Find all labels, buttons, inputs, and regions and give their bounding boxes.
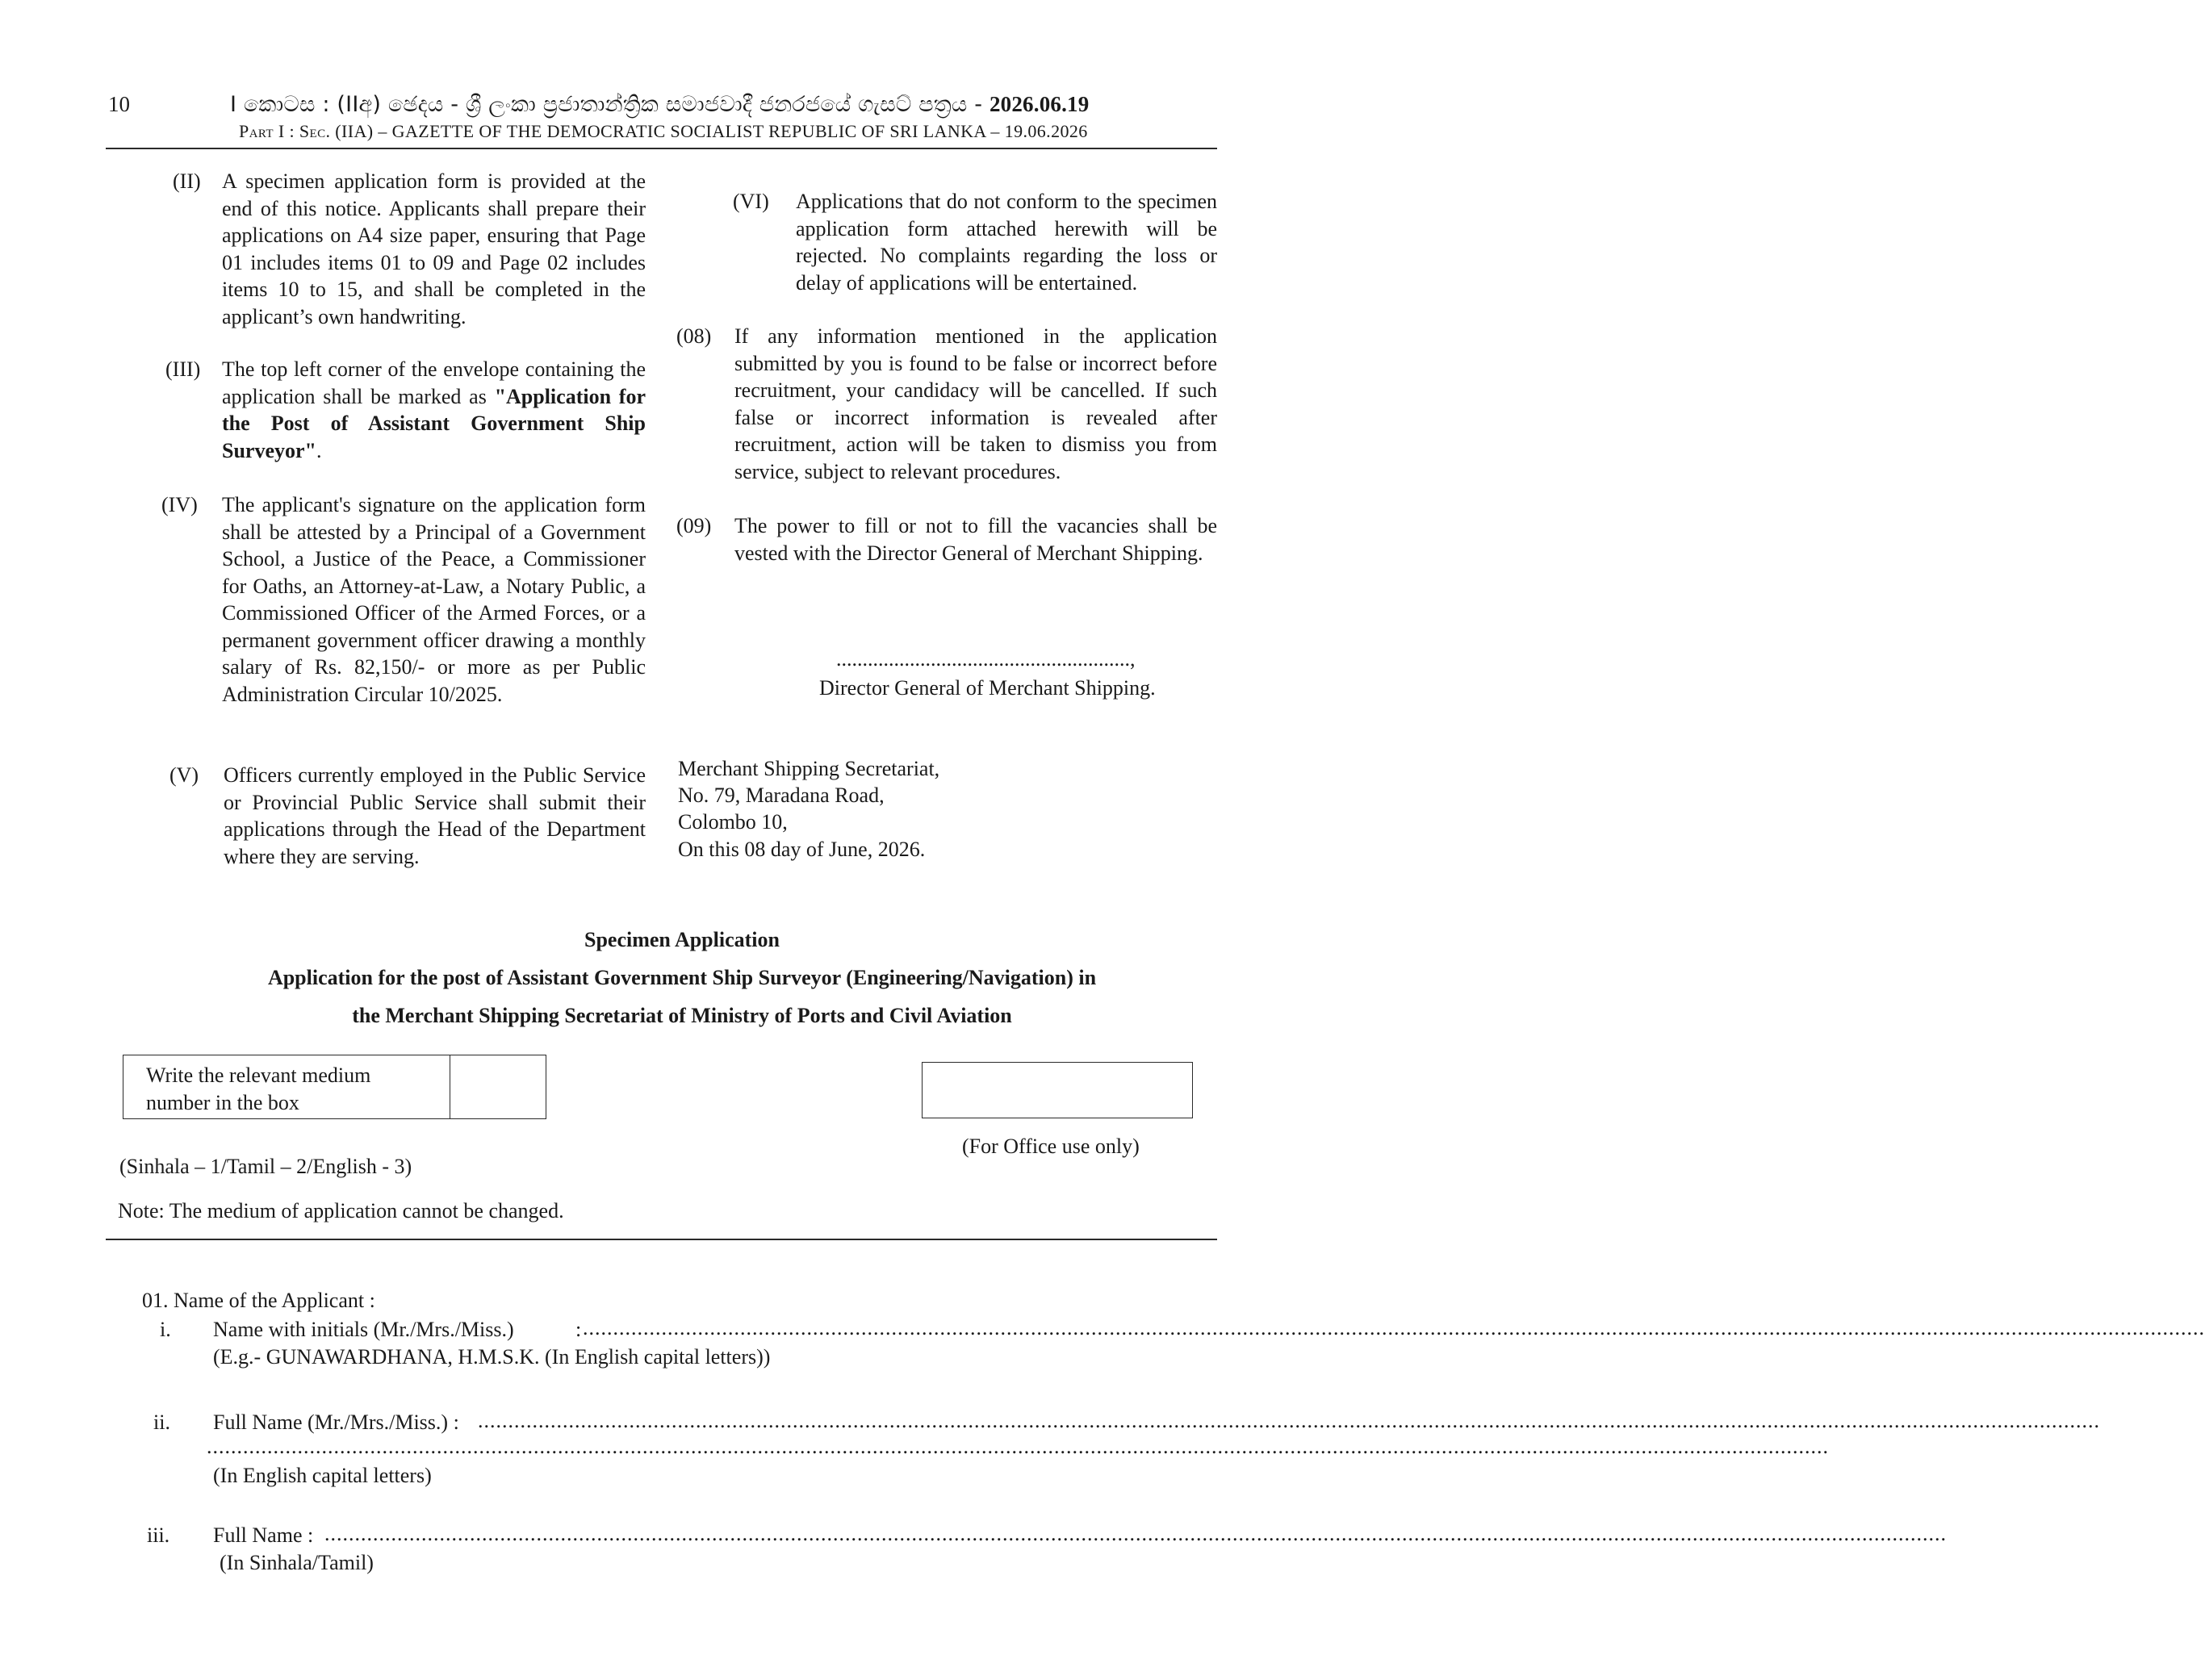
sec-label: Sec. xyxy=(299,121,331,141)
clause-text: The power to fill or not to fill the vacancies shall be vested with the Director General of Merchant Shipping. xyxy=(734,514,1217,565)
full-name-english-input-line-2[interactable]: ............................................................................................................................................................................................................................................................................ xyxy=(207,1435,1829,1458)
full-name-native-hint: (In Sinhala/Tamil) xyxy=(220,1551,374,1574)
name-with-initials-colon: : xyxy=(575,1318,582,1341)
clause-text: If any information mentioned in the application submitted by you is found to be false or incorrect before recruitment, your candidacy will be cancelled. If such false or incorrect information is revealed after recruitment, action will be taken to dismiss you from service, subject to relevant procedures. xyxy=(734,324,1217,483)
full-name-english-label: Full Name (Mr./Mrs./Miss.) : xyxy=(213,1410,459,1434)
clause-text-end: . xyxy=(316,438,322,462)
part-label: Part I xyxy=(239,121,285,141)
signature-line: ........................................................, xyxy=(836,647,1136,671)
english-header xyxy=(239,121,1088,142)
sinhala-date: 2026.06.19 xyxy=(989,92,1090,116)
question-01: 01. Name of the Applicant : xyxy=(142,1289,375,1312)
envelope-marking: "Application for the Post of Assistant Government Ship Surveyor" xyxy=(222,384,646,462)
specimen-heading: Specimen Application xyxy=(584,928,780,951)
full-name-native-label: Full Name : xyxy=(213,1523,314,1547)
clause-label: (II) xyxy=(173,169,201,193)
sinhala-title: I කොටස : (IIඅ) ඡෙදය - ශ්‍රී ලංකා ප්‍රජාතාන්ත්‍රික සමාජවාදී ජනරජයේ ගැසට් පත්‍රය - xyxy=(230,92,990,117)
clause-ii xyxy=(161,168,646,333)
clause-vi xyxy=(733,188,1217,301)
clause-08 xyxy=(676,323,1217,488)
clause-iv xyxy=(161,491,646,738)
full-name-native-input[interactable]: ............................................................................................................................................................................................................................................................................ xyxy=(324,1522,1947,1545)
clause-iii xyxy=(161,356,646,469)
specimen-title-line-1: Application for the post of Assistant Government Ship Surveyor (Engineering/Navigation) in xyxy=(267,966,1097,989)
sinhala-header xyxy=(230,92,1089,118)
clause-label: (IV) xyxy=(161,493,198,516)
header-rule xyxy=(106,148,1217,149)
field-i-number: i. xyxy=(160,1318,171,1341)
clause-label: (III) xyxy=(165,357,201,381)
name-with-initials-hint: (E.g.- GUNAWARDHANA, H.M.S.K. (In English capital letters)) xyxy=(213,1345,771,1369)
specimen-title-line-2: the Merchant Shipping Secretariat of Ministry of Ports and Civil Aviation xyxy=(352,1004,1012,1027)
clause-v xyxy=(161,762,646,875)
clause-text: Applications that do not conform to the specimen application form attached herewith will be rejected. No complaints regarding the loss or delay of applications will be entertained. xyxy=(796,190,1217,295)
clause-text xyxy=(222,356,646,464)
signatory: Director General of Merchant Shipping. xyxy=(819,676,1156,700)
clause-text: A specimen application form is provided at the end of this notice. Applicants shall prepare their applications on A4 size paper, ensuring that Page 01 includes items 01 to 09 and Page 02 includes items 10 to 15, and shall be completed in the applicant’s own handwriting. xyxy=(222,169,646,328)
address-line-3: Colombo 10, xyxy=(678,810,788,834)
medium-box-line-2: number in the box xyxy=(146,1091,299,1114)
field-iii-number: iii. xyxy=(147,1523,170,1547)
clause-label: (08) xyxy=(676,324,712,348)
clause-text-part: The top left corner of the envelope containing the application shall be marked as xyxy=(222,357,646,408)
header-colon: : xyxy=(284,121,299,141)
office-use-box xyxy=(922,1062,1193,1118)
office-use-label: (For Office use only) xyxy=(962,1135,1140,1158)
date-line: On this 08 day of June, 2026. xyxy=(678,838,926,861)
name-with-initials-input[interactable]: ............................................................................................................................................................................................................................................................................ xyxy=(583,1316,2205,1339)
clause-text: The applicant's signature on the application form shall be attested by a Principal of a Government School, a Justice of the Peace, a Commissioner for Oaths, an Attorney-at-Law, a Notary Public, a Commissioned Officer of the Armed Forces, or a permanent government officer drawing a monthly salary of Rs. 82,150/- or more as per Public Administration Circular 10/2025. xyxy=(222,493,646,706)
address-line-1: Merchant Shipping Secretariat, xyxy=(678,757,940,780)
full-name-english-hint: (In English capital letters) xyxy=(213,1464,432,1487)
name-with-initials-label: Name with initials (Mr./Mrs./Miss.) xyxy=(213,1318,514,1341)
address-line-2: No. 79, Maradana Road, xyxy=(678,784,885,807)
medium-label-box xyxy=(123,1055,450,1119)
page-number: 10 xyxy=(108,92,130,116)
medium-options: (Sinhala – 1/Tamil – 2/English - 3) xyxy=(119,1155,412,1178)
clause-09 xyxy=(676,512,1217,601)
medium-box-line-1: Write the relevant medium xyxy=(146,1064,371,1087)
form-divider xyxy=(106,1239,1217,1240)
clause-label: (V) xyxy=(169,763,199,787)
clause-label: (VI) xyxy=(733,190,769,213)
clause-label: (09) xyxy=(676,514,712,537)
field-ii-number: ii. xyxy=(153,1410,170,1434)
english-header-rest: (IIA) – GAZETTE OF THE DEMOCRATIC SOCIALIST REPUBLIC OF SRI LANKA – 19.06.2026 xyxy=(330,121,1088,141)
medium-note: Note: The medium of application cannot be changed. xyxy=(118,1199,564,1222)
clause-text: Officers currently employed in the Public Service or Provincial Public Service shall submit their applications through the Head of the Department where they are serving. xyxy=(224,763,646,868)
medium-number-box[interactable] xyxy=(450,1055,546,1119)
full-name-english-input[interactable]: ............................................................................................................................................................................................................................................................................ xyxy=(478,1409,2100,1432)
